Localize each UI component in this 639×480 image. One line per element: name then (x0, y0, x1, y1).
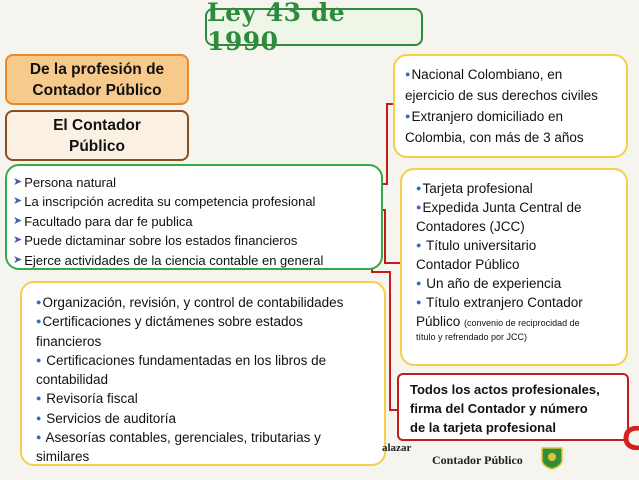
bullet-dot-icon: ● (416, 297, 422, 307)
tarjeta-line: Título extranjero Contador (422, 295, 583, 310)
list-item (36, 409, 378, 428)
actividad-line: Asesorías contables, gerenciales, tributarias y (42, 430, 321, 446)
list-item (405, 64, 618, 86)
tarjeta-note: (convenio de reciprocidad de (464, 318, 580, 328)
tarjeta-line (416, 312, 620, 331)
profesion-line-1: De la profesión de (29, 61, 165, 78)
caracteristica-text: Ejerce actividades de la ciencia contable en general (24, 252, 324, 268)
arrow-bullet-icon: ➤ (13, 253, 23, 266)
list-item (416, 236, 620, 255)
footer-contador-text: Contador Público (432, 453, 523, 467)
arrow-bullet-icon: ➤ (13, 234, 23, 247)
contador-line-1: El Contador (53, 117, 141, 134)
list-item (416, 293, 620, 312)
requisito-line: Nacional Colombiano, en (411, 67, 563, 82)
caracteristica-text: Puede dictaminar sobre los estados financieros (24, 233, 298, 249)
bullet-dot-icon: ● (36, 432, 42, 443)
bullet-dot-icon: ● (36, 297, 42, 307)
actividad-line: Certificaciones y dictámenes sobre estados (42, 314, 303, 330)
actividad-line: contabilidad (36, 372, 109, 388)
contador-line-2: Público (69, 138, 125, 155)
actos-line: Todos los actos profesionales, (410, 382, 600, 397)
list-item (36, 351, 378, 370)
footer-author-text: alazar (382, 442, 412, 454)
bullet-dot-icon: ● (416, 278, 422, 288)
arrow-bullet-icon: ➤ (13, 214, 23, 227)
tarjeta-line: Contadores (JCC) (416, 219, 525, 234)
profesion-line-2: Contador Público (32, 82, 162, 99)
bullet-dot-icon: ● (416, 183, 422, 193)
bullet-dot-icon: ● (416, 202, 422, 212)
bullet-dot-icon: ● (36, 316, 42, 327)
list-item (416, 179, 620, 198)
caracteristicas-box (5, 164, 383, 270)
tarjeta-note-line-2: título y refrendado por JCC) (416, 332, 528, 342)
actividad-line: financieros (36, 333, 102, 349)
profesion-box (5, 54, 189, 105)
page-title: Ley 43 de 1990 (207, 0, 346, 56)
bullet-dot-icon: ● (36, 354, 42, 365)
tarjeta-line: Tarjeta profesional (422, 181, 533, 196)
arrow-bullet-icon: ➤ (13, 195, 23, 208)
contador-logo-icon (540, 446, 564, 470)
list-item (13, 192, 381, 211)
bullet-dot-icon: ● (36, 393, 42, 404)
requisitos-box (393, 54, 628, 158)
list-item (36, 312, 378, 331)
list-item (13, 251, 381, 270)
list-item (405, 106, 618, 128)
actividad-line: similares (36, 449, 90, 465)
caracteristica-text: Facultado para dar fe publica (24, 213, 193, 229)
tarjeta-box (400, 168, 628, 366)
actos-line: firma del Contador y número (410, 401, 588, 416)
bullet-dot-icon: ● (416, 240, 422, 250)
tarjeta-line: Título universitario (422, 238, 537, 253)
tarjeta-line: Contador Público (416, 257, 520, 272)
bullet-dot-icon: ● (405, 111, 411, 121)
bullet-dot-icon: ● (405, 69, 411, 79)
list-item (36, 428, 378, 447)
bullet-dot-icon: ● (36, 412, 42, 423)
actividad-line: Revisoría fiscal (42, 391, 138, 407)
actividad-line: Organización, revisión, y control de contabilidades (42, 295, 344, 310)
tarjeta-last-line: Público (416, 314, 461, 329)
title-box (205, 0, 423, 56)
actividad-line: Certificaciones fundamentadas en los libros de (42, 352, 327, 368)
caracteristica-text: La inscripción acredita su competencia profesional (24, 194, 316, 210)
actividades-box (20, 281, 386, 466)
arrow-bullet-icon: ➤ (13, 176, 23, 188)
list-item (416, 274, 620, 293)
tarjeta-line: Expedida Junta Central de (422, 200, 582, 215)
actos-box (397, 373, 629, 441)
contador-box (5, 110, 189, 161)
list-item (36, 389, 378, 408)
requisito-line: Extranjero domiciliado en (411, 109, 564, 124)
list-item (13, 231, 381, 250)
tarjeta-line: Un año de experiencia (422, 276, 562, 291)
caracteristica-text: Persona natural (24, 175, 116, 190)
actividad-line: Servicios de auditoría (42, 410, 177, 426)
list-item (13, 173, 381, 192)
requisito-line: Colombia, con más de 3 años (405, 129, 584, 145)
red-logo-fragment-icon (620, 426, 639, 450)
actos-line: de la tarjeta profesional (410, 420, 556, 435)
list-item (36, 293, 378, 312)
list-item (416, 198, 620, 217)
list-item (13, 212, 381, 231)
requisito-line: ejercicio de sus derechos civiles (405, 87, 598, 103)
